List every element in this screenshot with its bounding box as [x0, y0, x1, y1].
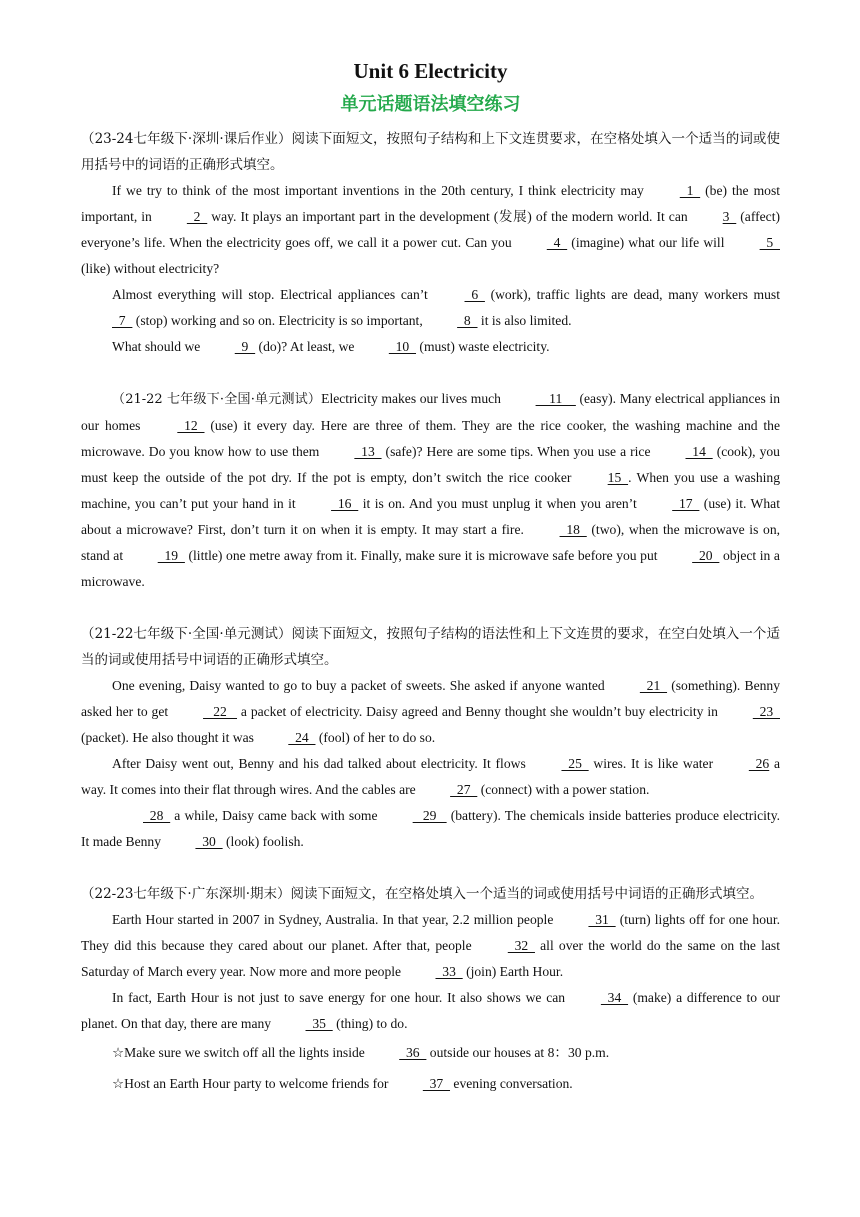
tip-bullet	[81, 1068, 780, 1099]
answer-blank: 16	[331, 496, 359, 511]
passage-text: (thing) to do.	[332, 1016, 408, 1031]
answer-blank: 23	[752, 704, 780, 719]
tip-bullet	[81, 1037, 780, 1068]
passage-text: (little) one metre away from it. Finally, make sure it is microwave safe before you put	[184, 548, 662, 563]
passage-text: object in a microwave.	[81, 548, 780, 589]
answer-blank: 5	[759, 235, 780, 250]
passage-paragraph	[81, 803, 780, 855]
page-subtitle: 单元话题语法填空练习	[340, 94, 521, 115]
passage-text: (turn) lights off for one hour. They did this because they cared about our planet. After that, people	[81, 912, 780, 953]
answer-blank: 2	[186, 209, 208, 224]
passage-text: If we try to think of the most important inventions in the 20th century, I think electricity may	[112, 183, 649, 198]
answer-blank: 29	[412, 808, 447, 823]
passage-paragraph	[81, 178, 780, 282]
section-instructions: （21-22 七年级下·全国·单元测试）	[112, 392, 322, 407]
passage-paragraph	[81, 907, 780, 985]
passage-text: way. It plays an important part in the development (发展) of the modern world. It can	[207, 209, 692, 224]
section-gap	[81, 855, 780, 881]
passage-text: (use) it every day. Here are three of them. They are the rice cooker, the washing machine and the microwave. Do you know how to use them	[81, 418, 780, 459]
passage-text: (safe)? Here are some tips. When you use a rice	[381, 444, 655, 459]
answer-blank: 37	[422, 1076, 451, 1091]
exercise-section	[81, 126, 780, 360]
answer-blank: 13	[354, 444, 382, 459]
passage-paragraph	[81, 282, 780, 334]
answer-blank: 21	[639, 678, 668, 693]
answer-blank: 8	[457, 313, 478, 328]
answer-blank: 20	[692, 548, 720, 563]
passage-text: it is on. And you must unplug it when you aren’t	[358, 496, 642, 511]
passage-text: After Daisy went out, Benny and his dad talked about electricity. It flows	[112, 756, 531, 771]
passage-text: wires. It is like water	[588, 756, 718, 771]
passage-text: (affect) everyone’s life. When the electricity goes off, we call it a power cut. Can you	[81, 209, 781, 250]
answer-blank: 28	[143, 808, 171, 823]
answer-blank: 26	[748, 756, 770, 771]
passage-text: (must) waste electricity.	[416, 339, 550, 354]
passage-text: (stop) working and so on. Electricity is so important,	[132, 313, 427, 328]
passage-text: evening conversation.	[450, 1076, 573, 1091]
answer-blank: 27	[450, 782, 478, 797]
passage-paragraph	[81, 751, 780, 803]
exercise-section	[81, 621, 780, 855]
answer-blank: 10	[388, 339, 417, 354]
passage-text: Almost everything will stop. Electrical appliances can’t	[112, 287, 434, 302]
passage-text: ☆Make sure we switch off all the lights inside	[112, 1045, 369, 1060]
answer-blank: 19	[157, 548, 185, 563]
passage-paragraph	[81, 386, 780, 595]
passage-text: (fool) of her to do so.	[315, 730, 436, 745]
passage-text: (do)? At least, we	[255, 339, 358, 354]
answer-blank: 31	[588, 912, 616, 927]
answer-blank: 17	[672, 496, 700, 511]
answer-blank: 35	[305, 1016, 333, 1031]
answer-blank: 7	[112, 313, 133, 328]
answer-blank: 12	[177, 418, 205, 433]
passage-text: (cook), you must keep the outside of the pot dry. If the pot is empty, don’t switch the rice cooker	[81, 444, 780, 485]
passage-text: . When you use a washing machine, you can’t put your hand in it	[81, 470, 780, 511]
page-title: Unit 6 Electricity	[353, 59, 508, 83]
passage-text: (like) without electricity?	[81, 261, 220, 276]
answer-blank: 4	[546, 235, 568, 250]
passage-text: a packet of electricity. Daisy agreed and Benny thought she wouldn’t buy electricity in	[237, 704, 722, 719]
passage-text: (look) foolish.	[222, 834, 304, 849]
passage-text: (be) the most important, in	[81, 183, 781, 224]
passage-text: (connect) with a power station.	[477, 782, 650, 797]
answer-blank: 1	[679, 183, 701, 198]
passage-text: a way. It comes into their flat through wires. And the cables are	[81, 756, 780, 797]
answer-blank: 15	[607, 470, 629, 485]
passage-text: (something). Benny asked her to get	[81, 678, 780, 719]
passage-text: all over the world do the same on the last Saturday of March every year. Now more and more people	[81, 938, 780, 979]
exercise-section	[81, 386, 780, 595]
section-gap	[81, 360, 780, 386]
passage-text: ☆Host an Earth Hour party to welcome friends for	[112, 1076, 392, 1091]
passage-text: outside our houses at 8：30 p.m.	[426, 1045, 610, 1060]
passage-text: (join) Earth Hour.	[462, 964, 564, 979]
answer-blank: 22	[203, 704, 238, 719]
passage-text: One evening, Daisy wanted to go to buy a packet of sweets. She asked if anyone wanted	[112, 678, 609, 693]
passage-text: (imagine) what our life will	[567, 235, 729, 250]
passage-text: (use) it. What about a microwave? First, don’t turn it on when it is empty. It may start a fire.	[81, 496, 780, 537]
passage-text: Electricity makes our lives much	[321, 391, 505, 406]
answer-blank: 36	[399, 1045, 427, 1060]
answer-blank: 18	[559, 522, 587, 537]
answer-blank: 33	[435, 964, 463, 979]
exercise-sections	[81, 126, 780, 1099]
passage-paragraph	[81, 673, 780, 751]
passage-text: (packet). He also thought it was	[81, 730, 258, 745]
answer-blank: 30	[195, 834, 223, 849]
answer-blank: 9	[234, 339, 256, 354]
passage-text: Earth Hour started in 2007 in Sydney, Australia. In that year, 2.2 million people	[112, 912, 558, 927]
passage-text: (easy). Many electrical appliances in our homes	[81, 391, 781, 433]
section-instructions: （23-24七年级下·深圳·课后作业）阅读下面短文，按照句子结构和上下文连贯要求，在空格处填入一个适当的词或使用括号中的词语的正确形式填空。	[81, 131, 780, 173]
passage-text: (make) a difference to our planet. On that day, there are many	[81, 990, 780, 1031]
passage-text: a while, Daisy came back with some	[170, 808, 382, 823]
passage-paragraph	[81, 985, 780, 1037]
passage-text: (battery). The chemicals inside batteries produce electricity. It made Benny	[81, 808, 781, 849]
answer-blank: 11	[535, 391, 576, 406]
passage-text: (two), when the microwave is on, stand at	[81, 522, 781, 563]
answer-blank: 24	[288, 730, 316, 745]
answer-blank: 32	[507, 938, 535, 953]
passage-text: it is also limited.	[477, 313, 572, 328]
answer-blank: 3	[722, 209, 737, 224]
section-gap	[81, 595, 780, 621]
passage-paragraph	[81, 334, 780, 360]
answer-blank: 6	[464, 287, 485, 302]
answer-blank: 14	[685, 444, 713, 459]
passage-text: (work), traffic lights are dead, many workers must	[484, 287, 780, 302]
section-instructions: （21-22七年级下·全国·单元测试）阅读下面短文，按照句子结构的语法性和上下文连贯的要求，在空白处填入一个适当的词或使用括号中词语的正确形式填空。	[81, 626, 780, 668]
exercise-section	[81, 881, 780, 1099]
passage-text: In fact, Earth Hour is not just to save energy for one hour. It also shows we can	[112, 990, 570, 1005]
answer-blank: 25	[561, 756, 589, 771]
answer-blank: 34	[600, 990, 629, 1005]
passage-text: What should we	[112, 339, 204, 354]
worksheet-page	[81, 56, 780, 1099]
section-instructions: （22-23七年级下·广东深圳·期末）阅读下面短文，在空格处填入一个适当的词或使用括号中词语的正确形式填空。	[81, 886, 763, 902]
